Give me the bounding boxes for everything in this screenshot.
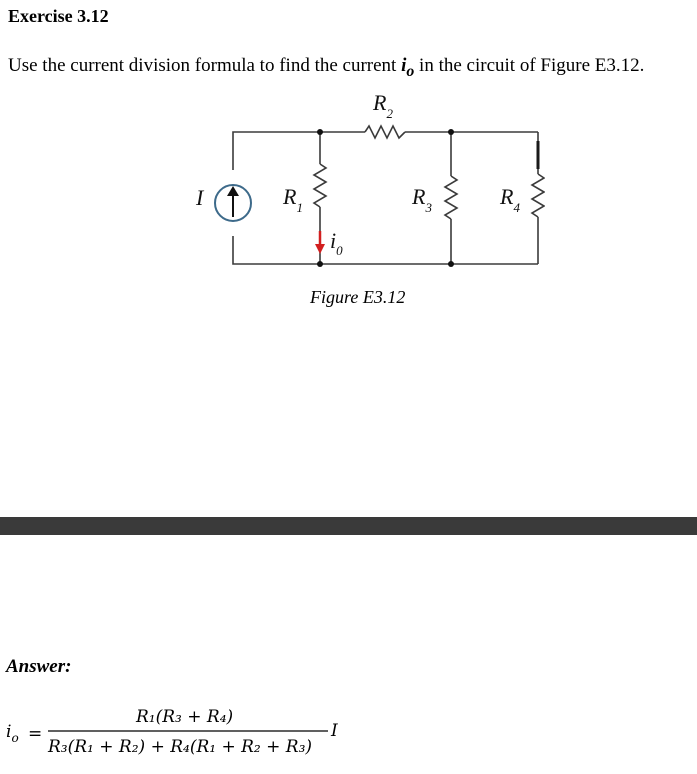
section-divider	[0, 517, 697, 535]
figure-caption: Figure E3.12	[310, 287, 406, 307]
prompt-text-start: Use the current division formula to find the current	[8, 55, 402, 76]
r2-label: $R_2$	[373, 90, 393, 121]
prompt-current-symbol	[401, 55, 415, 80]
formula-denominator: R₃(R₁ + R₂) + R₄(R₁ + R₂ + R₃)	[48, 737, 313, 757]
node-bottom-r1	[317, 261, 323, 267]
r1-label: $R_1$	[283, 184, 303, 215]
node-bottom-r3	[448, 261, 454, 267]
formula-numerator: R₁(R₃ + R₄)	[136, 707, 234, 727]
problem-statement	[8, 55, 644, 81]
r3-label: $R_3$	[412, 184, 432, 215]
circuit-diagram	[175, 86, 545, 272]
current-label: $i_0$	[330, 228, 343, 258]
formula-equals: =	[28, 724, 43, 744]
answer-formula	[6, 700, 366, 770]
r4-label: $R_4$	[500, 184, 520, 215]
figure-background	[175, 86, 545, 272]
answer-label: Answer:	[6, 656, 72, 677]
prompt-current-main: i	[401, 55, 407, 76]
prompt-current-sub: o	[406, 62, 415, 80]
node-top-r3	[448, 129, 454, 135]
exercise-title: Exercise 3.12	[8, 6, 109, 26]
formula-lhs: $i_o$	[6, 722, 19, 745]
source-label: I	[196, 185, 204, 210]
formula-multiplier: I	[331, 721, 338, 741]
node-top-r1	[317, 129, 323, 135]
prompt-text-end: in the circuit of Figure E3.12.	[414, 55, 645, 76]
